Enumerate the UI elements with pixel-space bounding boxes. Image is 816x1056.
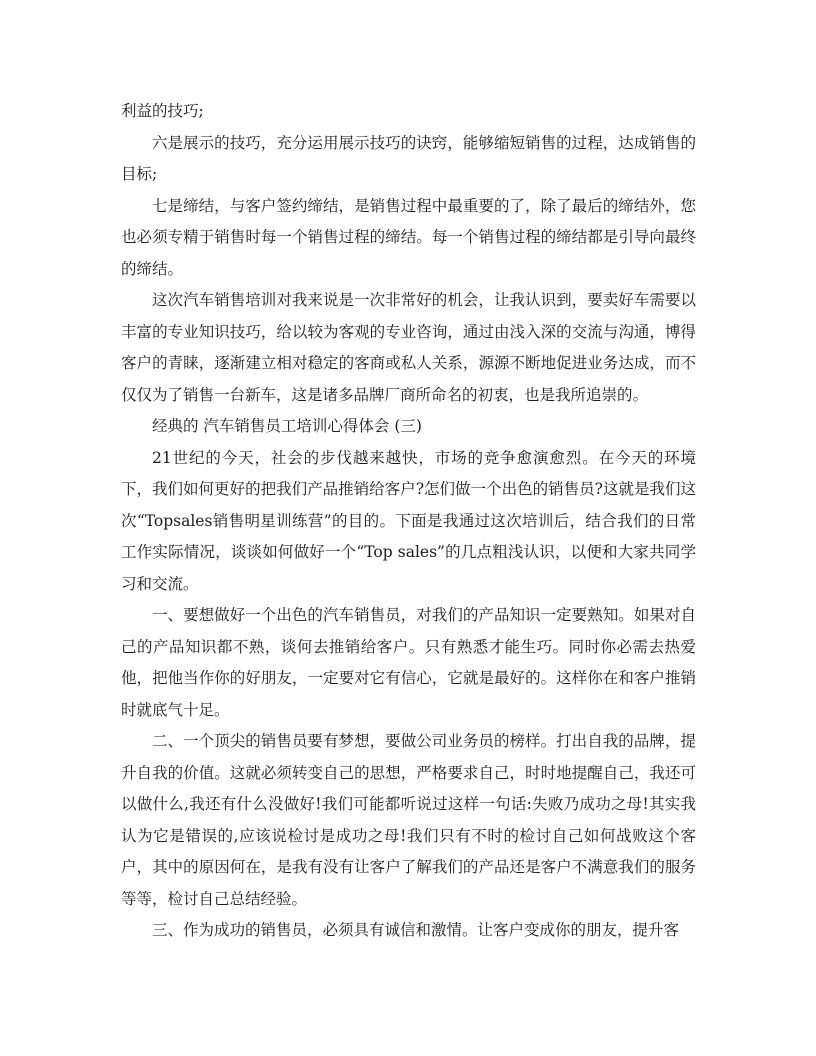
paragraph-2: 六是展示的技巧，充分运用展示技巧的诀窍，能够缩短销售的过程，达成销售的目标; [121,133,696,183]
document-body [121,96,696,947]
section-heading: 经典的 汽车销售员工培训心得体会 (三) [152,417,422,435]
paragraph-1: 利益的技巧; [121,102,204,120]
paragraph-8: 二、一个顶尖的销售员要有梦想，要做公司业务员的榜样。打出自我的品牌，提升自我的价值。这就必须转变自己的思想，严格要求自己，时时地提醒自己，我还可以做什么,我还有什么没做好!我们可能都听说过这样一句话:失败乃成功之母!其实我认为它是错误的,应该说检讨是成功之母!我们只有不时的检讨自己如何战败这个客户，其中的原因何在，是我有没有让客户了解我们的产品还是客户不满意我们的服务等等，检讨自己总结经验。 [121,732,696,908]
paragraph-7: 一、要想做好一个出色的汽车销售员，对我们的产品知识一定要熟知。如果对自己的产品知识都不熟，谈何去推销给客户。只有熟悉才能生巧。同时你必需去热爱他，把他当作你的好朋友，一定要对它有信心，它就是最好的。这样你在和客户推销时就底气十足。 [121,606,696,719]
paragraph-9: 三、作为成功的销售员，必须具有诚信和激情。让客户变成你的朋友，提升客 [152,921,680,939]
paragraph-4: 这次汽车销售培训对我来说是一次非常好的机会，让我认识到，要卖好车需要以丰富的专业知识技巧，给以较为客观的专业咨询，通过由浅入深的交流与沟通，博得客户的青睐，逐渐建立相对稳定的客商或私人关系，源源不断地促进业务达成，而不仅仅为了销售一台新车，这是诸多品牌厂商所命名的初衷，也是我所追崇的。 [121,291,696,404]
paragraph-6: 21世纪的今天，社会的步伐越来越快，市场的竞争愈演愈烈。在今天的环境下，我们如何更好的把我们产品推销给客户?怎们做一个出色的销售员?这就是我们这次“Topsales销售明星训练营”的目的。下面是我通过这次培训后，结合我们的日常工作实际情况，谈谈如何做好一个“Top sales”的几点粗浅认识，以便和大家共同学习和交流。 [121,448,696,593]
paragraph-3: 七是缔结，与客户签约缔结，是销售过程中最重要的了，除了最后的缔结外，您也必须专精于销售时每一个销售过程的缔结。每一个销售过程的缔结都是引导向最终的缔结。 [121,196,696,278]
